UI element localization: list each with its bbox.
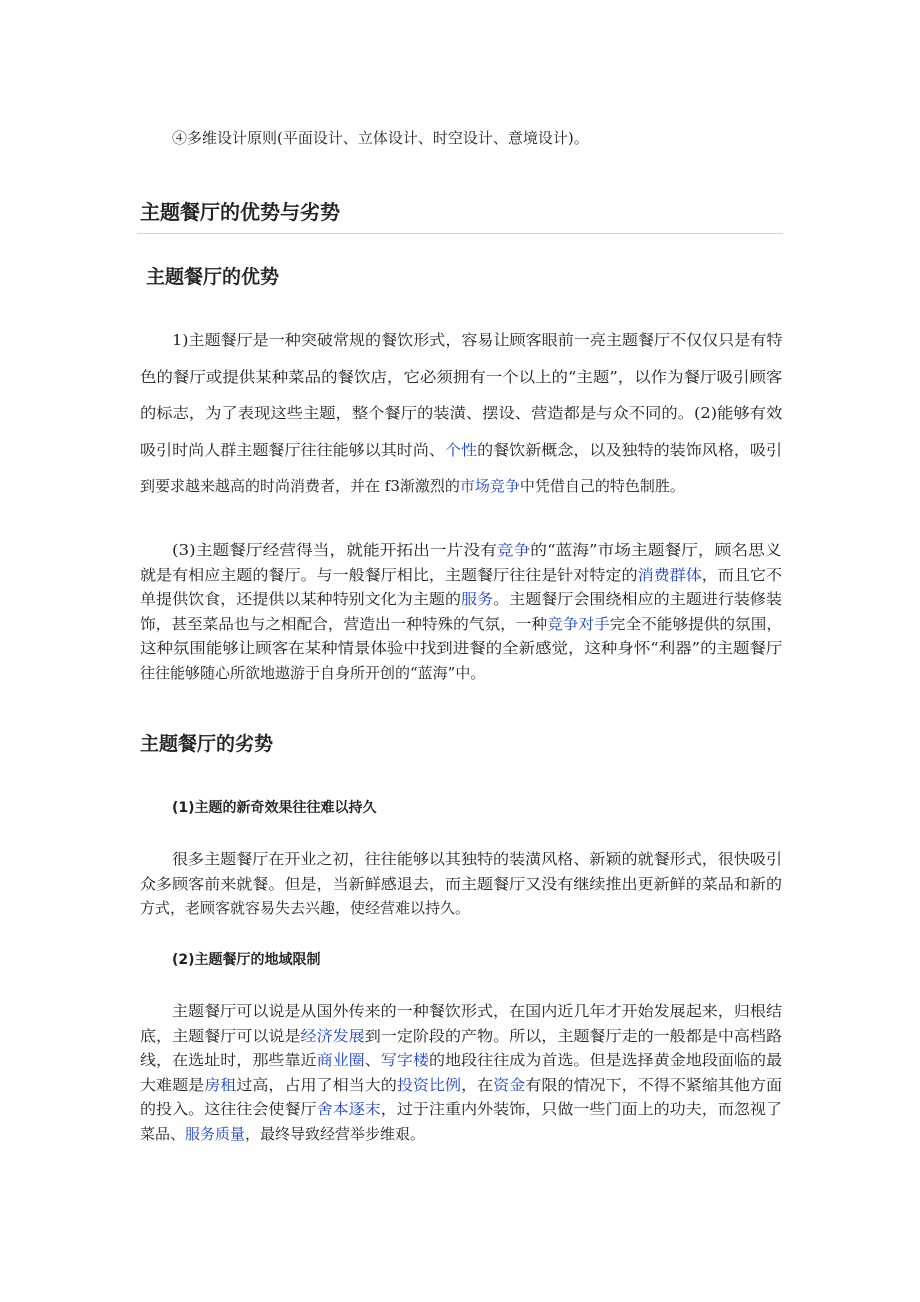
text-line: 就是有相应主题的餐厅。与一般餐厅相比，主题餐厅往往是针对特定的消费群体，而且它不 bbox=[140, 565, 783, 584]
text-line: 的投入。这往往会使餐厅舍本逐末，过于注重内外装饰，只做一些门面上的功夫，而忽视了 bbox=[140, 1100, 783, 1118]
text-line: 很多主题餐厅在开业之初，往往能够以其独特的装潢风格、新颖的就餐形式，很快吸引 bbox=[172, 850, 783, 868]
inline-link[interactable]: 个性 bbox=[444, 440, 478, 459]
text-line: 大难题是房租过高，占用了相当大的投资比例，在资金有限的情况下，不得不紧缩其他方面 bbox=[140, 1075, 783, 1094]
disadvantages-heading: 主题餐厅的劣势 bbox=[140, 733, 274, 755]
inline-link[interactable]: 服务 bbox=[461, 590, 494, 608]
text-line: 色的餐厅或提供某种菜品的餐饮店，它必须拥有一个以上的“主题”，以作为餐厅吸引顾客 bbox=[140, 367, 783, 386]
text-line: 底，主题餐厅可以说是经济发展到一定阶段的产物。所以，主题餐厅走的一般都是中高档路 bbox=[140, 1026, 783, 1045]
text-line: 方式，老顾客就容易失去兴趣，使经营难以持久。 bbox=[140, 899, 471, 917]
text-line: 这种氛围能够让顾客在某种情景体验中找到进餐的全新感觉，这种身怀“利器”的主题餐厅 bbox=[140, 639, 783, 657]
inline-link[interactable]: 服务质量 bbox=[185, 1124, 246, 1143]
inline-link[interactable]: 资金 bbox=[493, 1075, 526, 1094]
text-line: 的标志，为了表现这些主题，整个餐厅的装潢、摆设、营造都是与众不同的。(2)能够有效 bbox=[140, 404, 783, 422]
inline-link[interactable]: 市场竞争 bbox=[459, 477, 520, 495]
text-line: 主题餐厅可以说是从国外传来的一种餐饮形式，在国内近几年才开始发展起来，归根结 bbox=[172, 1002, 783, 1020]
text-line: 众多顾客前来就餐。但是，当新鲜感退去，而主题餐厅又没有继续推出更新鲜的菜品和新的 bbox=[140, 874, 783, 893]
section-divider bbox=[137, 233, 783, 234]
inline-link[interactable]: 商业圈 bbox=[316, 1051, 365, 1069]
disadvantage-subheading-1: (1)主题的新奇效果往往难以持久 bbox=[172, 800, 377, 816]
text-line: 到要求越来越高的时尚消费者，并在 f3渐激烈的市场竞争中凭借自己的特色制胜。 bbox=[140, 477, 685, 495]
text-line: 线，在选址时，那些靠近商业圈、写字楼的地段往往成为首选。但是选择黄金地段面临的最 bbox=[140, 1051, 783, 1069]
text-line: 饰，甚至菜品也与之相配合，营造出一种特殊的气氛，一种竞争对手完全不能够提供的氛围， bbox=[140, 614, 783, 633]
inline-link[interactable]: 投资比例 bbox=[396, 1075, 462, 1094]
text-line: 菜品、服务质量，最终导致经营举步维艰。 bbox=[140, 1124, 426, 1143]
advantages-heading: 主题餐厅的优势 bbox=[146, 266, 280, 288]
inline-link[interactable]: 房租 bbox=[204, 1075, 237, 1094]
inline-link[interactable]: 竞争 bbox=[496, 541, 531, 559]
text-line: 往往能够随心所欲地遨游于自身所开创的“蓝海”中。 bbox=[140, 663, 486, 682]
inline-link[interactable]: 竞争对手 bbox=[547, 614, 610, 633]
text-line: (3)主题餐厅经营得当，就能开拓出一片没有竞争的“蓝海”市场主题餐厅，顾名思义 bbox=[172, 541, 782, 559]
inline-link[interactable]: 写字楼 bbox=[380, 1051, 429, 1069]
inline-link[interactable]: 消费群体 bbox=[637, 565, 702, 584]
section-title: 主题餐厅的优势与劣势 bbox=[140, 200, 340, 224]
text-line: 吸引时尚人群主题餐厅往往能够以其时尚、个性的餐饮新概念，以及独特的装饰风格，吸引 bbox=[140, 440, 783, 459]
text-line: ④多维设计原则(平面设计、立体设计、时空设计、意境设计)。 bbox=[172, 129, 589, 147]
text-line: 1)主题餐厅是一种突破常规的餐饮形式，容易让顾客眼前一亮主题餐厅不仅仅只是有特 bbox=[172, 331, 783, 349]
disadvantage-subheading-2: (2)主题餐厅的地域限制 bbox=[172, 952, 321, 968]
inline-link[interactable]: 舍本逐末 bbox=[316, 1100, 381, 1118]
inline-link[interactable]: 经济发展 bbox=[300, 1026, 365, 1045]
text-line: 单提供饮食，还提供以某种特别文化为主题的服务。主题餐厅会围绕相应的主题进行装修装 bbox=[140, 590, 783, 608]
